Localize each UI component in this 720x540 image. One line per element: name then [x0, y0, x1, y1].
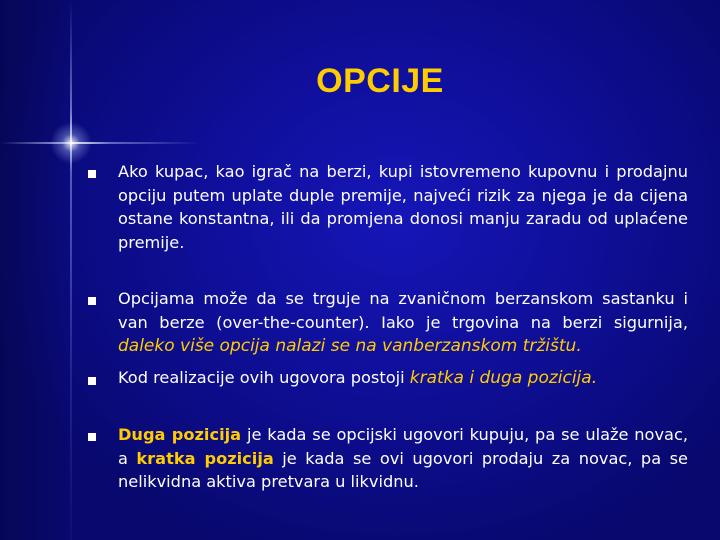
bullet-square-icon — [88, 377, 96, 385]
slide-title: OPCIJE — [316, 62, 444, 100]
bullet-1-body: Ako kupac, kao igrač na berzi, kupi istovremeno kupovnu i prodajnu opciju putem uplate duple premije, najveći rizik za njega je da cijena ostane konstantna, ili da promjena donosi manju zaradu od uplaćene premije. — [118, 162, 688, 252]
bullet-1-text — [118, 160, 688, 254]
bullet-2-text — [118, 287, 688, 359]
bullet-3-text — [118, 366, 688, 391]
bullet-square-icon — [88, 170, 96, 178]
bullet-4-body-1: je kada se opcijski ugovori kupuju, pa se ulaže novac, a — [118, 425, 689, 468]
light-flare-glow — [50, 122, 92, 164]
bullet-4-body-2: je kada se ovi ugovori prodaju za novac, pa se nelikvidna aktiva pretvara u likvidnu. — [118, 448, 688, 491]
bullet-3-highlight: kratka i duga pozicija. — [409, 368, 598, 388]
bullet-square-icon — [88, 297, 96, 305]
bullet-4-text — [118, 423, 688, 494]
bullet-square-icon — [88, 433, 96, 441]
bullet-2-body: Opcijama može da se trguje na zvaničnom berzanskom sastanku i van berze (over-the-counter). Iako je trgovina na berzi sigurnija, — [118, 289, 688, 332]
light-flare-horizontal — [0, 142, 200, 144]
term-duga-pozicija: Duga pozicija — [118, 425, 242, 444]
bullet-3-body: Kod realizacije ovih ugovora postoji — [118, 368, 410, 387]
term-kratka-pozicija: kratka pozicija — [136, 448, 274, 468]
bullet-2-highlight: daleko više opcija nalazi se na vanberzanskom tržištu. — [118, 336, 582, 356]
